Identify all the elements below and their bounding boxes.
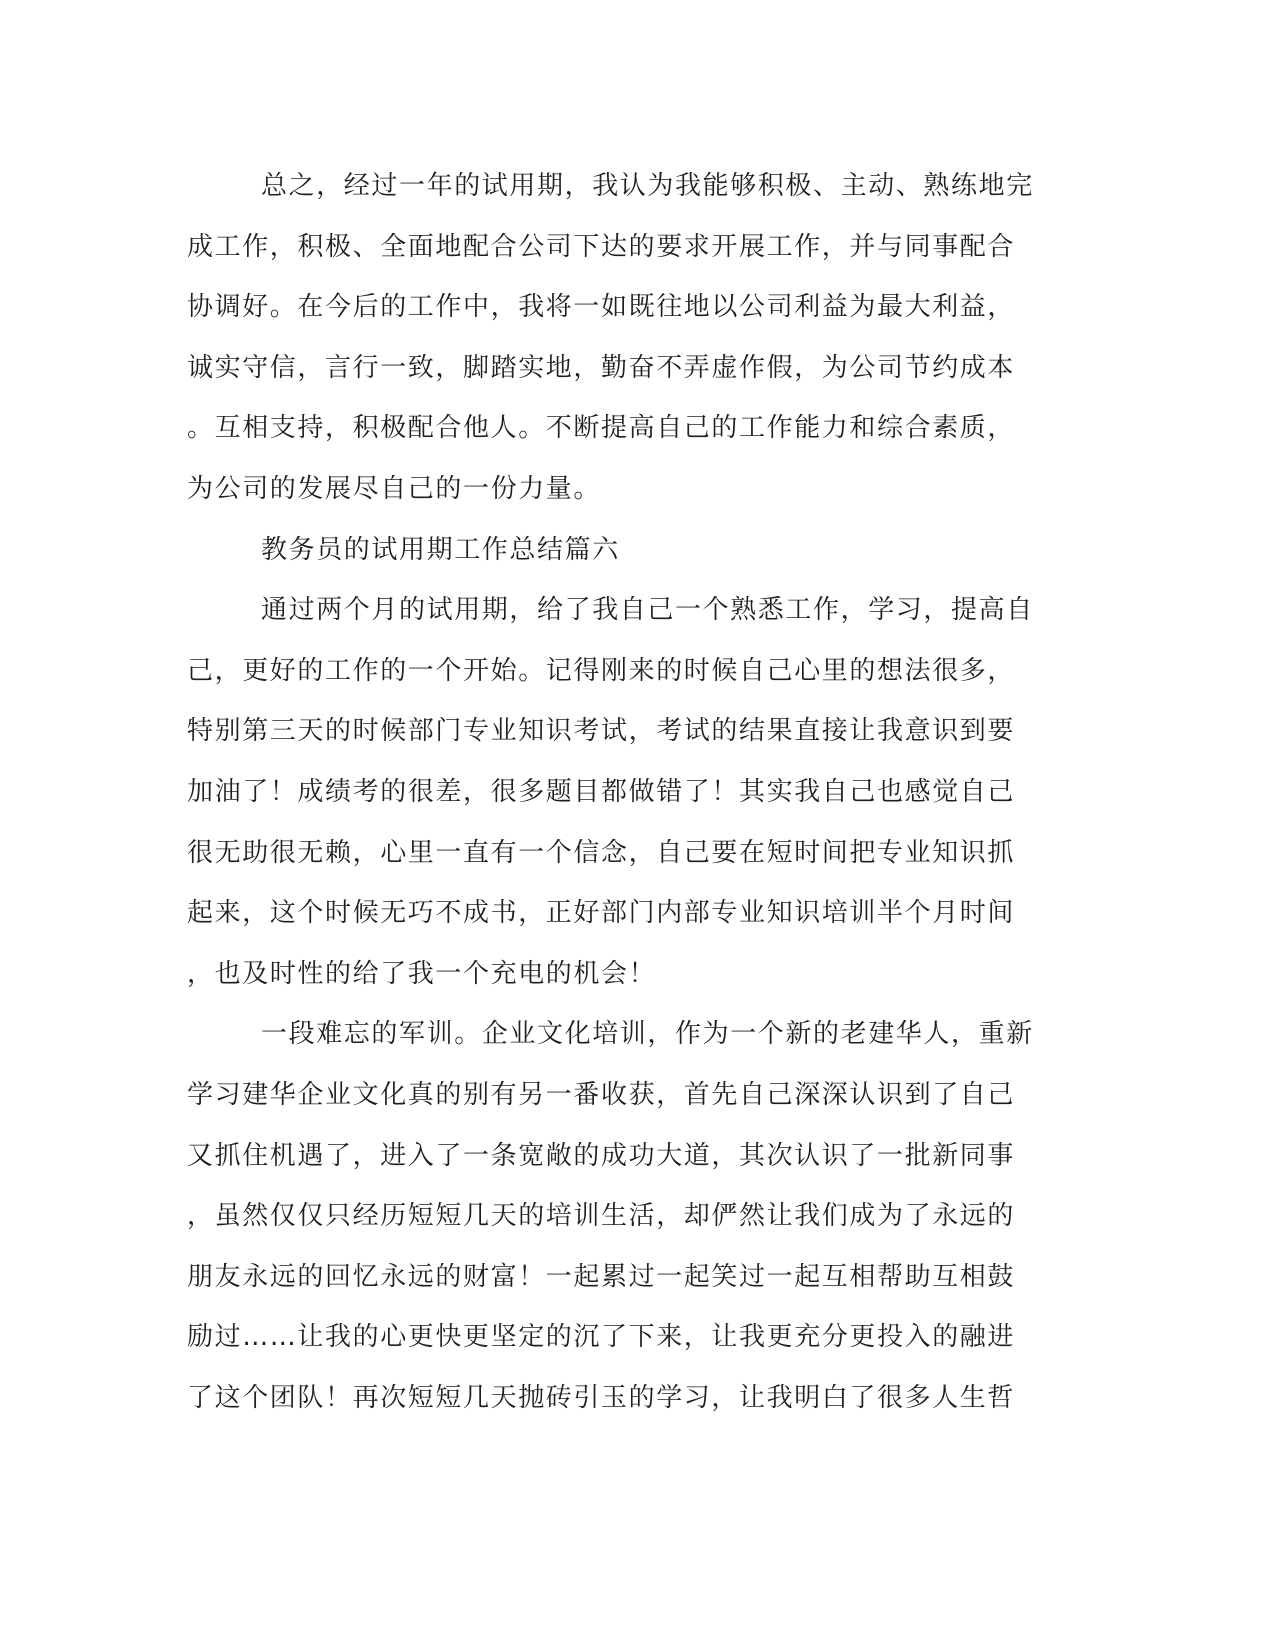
text-line: 成工作，积极、全面地配合公司下达的要求开展工作，并与同事配合	[187, 231, 1016, 262]
paragraph-military-training	[187, 1004, 1067, 1428]
document-body	[187, 156, 1067, 1428]
text-line: 了这个团队！再次短短几天抛砖引玉的学习，让我明白了很多人生哲	[187, 1382, 1016, 1413]
text-line: 。互相支持，积极配合他人。不断提高自己的工作能力和综合素质，	[187, 413, 1016, 444]
text-line: 特别第三天的时候部门专业知识考试，考试的结果直接让我意识到要	[187, 716, 1016, 747]
paragraph-summary	[187, 156, 1067, 520]
text-line: 起来，这个时候无巧不成书，正好部门内部专业知识培训半个月时间	[187, 898, 1016, 929]
paragraph-trial-period	[187, 580, 1067, 1004]
text-line: 诚实守信，言行一致，脚踏实地，勤奋不弄虚作假，为公司节约成本	[187, 352, 1016, 383]
text-line: 己，更好的工作的一个开始。记得刚来的时候自己心里的想法很多，	[187, 655, 1016, 686]
text-line: 学习建华企业文化真的别有另一番收获，首先自己深深认识到了自己	[187, 1079, 1016, 1110]
text-line: ，也及时性的给了我一个充电的机会！	[187, 958, 657, 989]
text-line: 为公司的发展尽自己的一份力量。	[187, 473, 602, 504]
text-line: 总之，经过一年的试用期，我认为我能够积极、主动、熟练地完	[261, 171, 1034, 201]
section-heading	[187, 520, 1067, 581]
text-line: 又抓住机遇了，进入了一条宽敞的成功大道，其次认识了一批新同事	[187, 1140, 1016, 1171]
text-line: 朋友永远的回忆永远的财富！一起累过一起笑过一起互相帮助互相鼓	[187, 1261, 1016, 1292]
text-line: 协调好。在今后的工作中，我将一如既往地以公司利益为最大利益，	[187, 292, 1016, 323]
heading-text: 教务员的试用期工作总结篇六	[261, 534, 620, 565]
text-line: 励过……让我的心更快更坚定的沉了下来，让我更充分更投入的融进	[187, 1322, 1016, 1353]
text-line: 通过两个月的试用期，给了我自己一个熟悉工作，学习，提高自	[261, 595, 1034, 626]
text-line: 加油了！成绩考的很差，很多题目都做错了！其实我自己也感觉自己	[187, 776, 1016, 807]
text-line: ，虽然仅仅只经历短短几天的培训生活，却俨然让我们成为了永远的	[187, 1201, 1016, 1232]
text-line: 一段难忘的军训。企业文化培训，作为一个新的老建华人，重新	[261, 1019, 1034, 1050]
text-line: 很无助很无赖，心里一直有一个信念，自己要在短时间把专业知识抓	[187, 837, 1016, 868]
